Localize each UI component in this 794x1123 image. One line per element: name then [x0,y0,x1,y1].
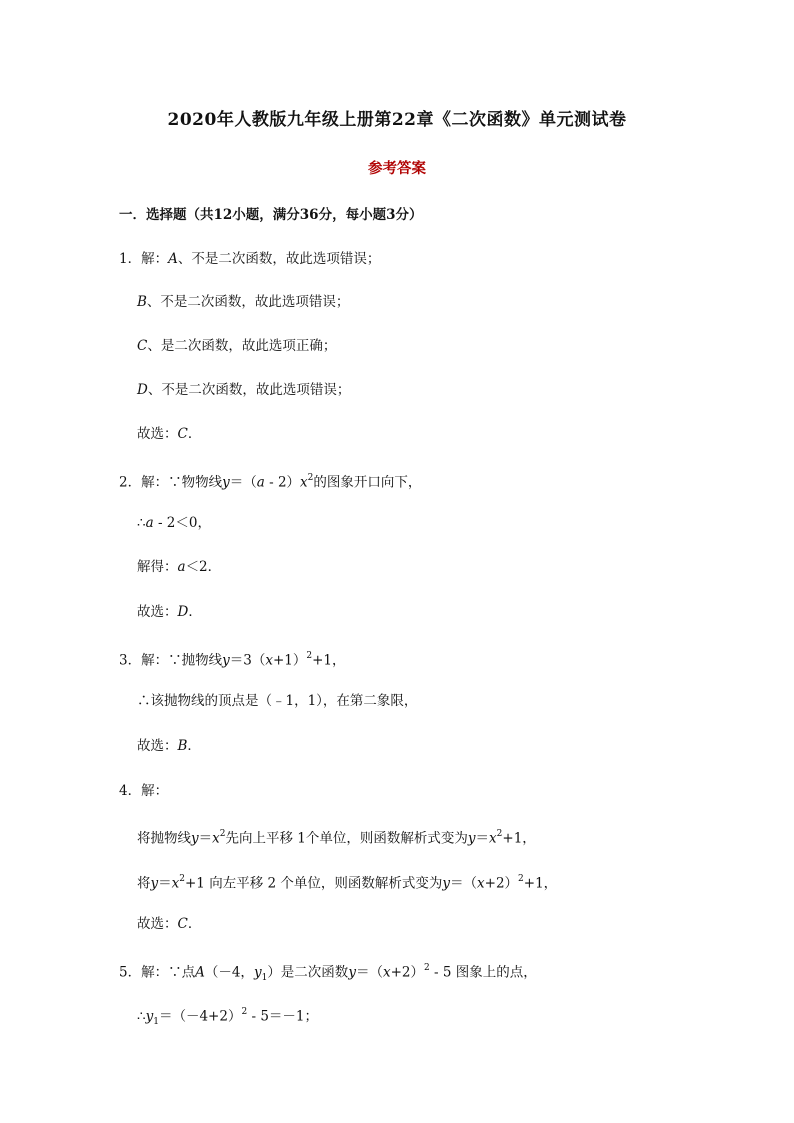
q2-line-3: 解得：a＜2． [137,559,222,575]
q4-line-1: 4．解： [119,783,169,799]
q1-line-d: D、不是二次函数，故此选项错误； [137,382,351,398]
q1-line-a: 1．解：A、不是二次函数，故此选项错误； [119,251,381,267]
q5-line-1: 5．解：∵点A（－4，$y_1$）是二次函数$y=(x+2)^2 - 5$ 图象上的点， [119,963,537,984]
q2-line-2: ∴a - 2＜0， [137,515,211,531]
q3-line-2: ∴该抛物线的顶点是（﹣1，1），在第二象限， [137,693,418,709]
q2-answer: 故选：D． [137,604,202,620]
document-title: 2020年人教版九年级上册第22章《二次函数》单元测试卷 [167,110,627,130]
q5-line-2: $\therefore y_1=(-4+2)^2 - 5=-1$； [137,1007,319,1028]
q3-answer: 故选：B． [137,738,201,754]
q4-line-3: 将$y=x^2+1$ 向左平移 2 个单位，则函数解析式变为$y=(x+2)^2+1$， [137,874,558,892]
q2-line-1: 2．解：∵物物线$y=(a - 2)x^2$的图象开口向下， [119,473,422,491]
section-heading: 一．选择题（共12小题，满分36分，每小题3分） [119,207,423,223]
q4-answer: 故选：C． [137,916,202,932]
q3-line-1: 3．解：∵抛物线$y=3(x+1)^2+1$， [119,651,346,669]
q4-line-2: 将抛物线$y=x^2$先向上平移 1个单位，则函数解析式变为$y=x^2+1$， [137,829,536,847]
q1-line-c: C、是二次函数，故此选项正确； [137,338,337,354]
q1-answer: 故选：C． [137,426,202,442]
q1-line-b: B、不是二次函数，故此选项错误； [137,294,350,310]
answer-key-subtitle: 参考答案 [368,160,426,177]
